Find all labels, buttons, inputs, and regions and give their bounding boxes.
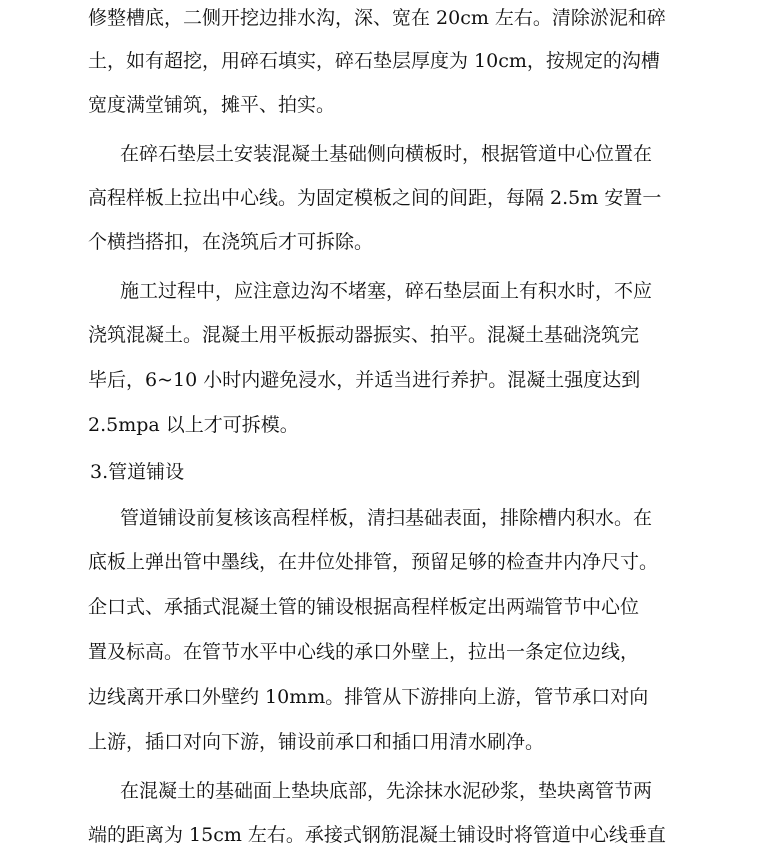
paragraph-first-line: 施工过程中，应注意边沟不堵塞，碎石垫层面上有积水时，不应: [120, 280, 653, 302]
paragraph-first-line: 在混凝土的基础面上垫块底部，先涂抹水泥砂浆，垫块离管节两: [120, 780, 653, 802]
text-line: 毕后，6~10 小时内避免浸水，并适当进行养护。混凝土强度达到: [88, 369, 641, 391]
text-line: 置及标高。在管节水平中心线的承口外壁上，拉出一条定位边线，: [88, 641, 640, 663]
text-line: 边线离开承口外壁约 10mm。排管从下游排向上游，管节承口对向: [88, 686, 649, 708]
text-line: 宽度满堂铺筑，摊平、拍实。: [88, 94, 336, 116]
text-line: 企口式、承插式混凝土管的铺设根据高程样板定出两端管节中心位: [88, 596, 640, 618]
text-line: 修整槽底，二侧开挖边排水沟，深、宽在 20cm 左右。清除淤泥和碎: [88, 7, 666, 29]
paragraph-first-line: 在碎石垫层土安装混凝土基础侧向横板时，根据管道中心位置在: [120, 143, 653, 165]
text-line: 底板上弹出管中墨线，在井位处排管，预留足够的检查井内净尺寸。: [88, 551, 659, 573]
text-line: 土，如有超挖，用碎石填实，碎石垫层厚度为 10cm，按规定的沟槽: [88, 50, 660, 72]
text-line: 端的距离为 15cm 左右。承接式钢筋混凝土铺设时将管道中心线垂直: [88, 824, 666, 846]
text-line: 高程样板上拉出中心线。为固定模板之间的间距，每隔 2.5m 安置一: [88, 187, 662, 209]
section-heading: 3.管道铺设: [90, 461, 185, 483]
text-line: 个横挡搭扣，在浇筑后才可拆除。: [88, 231, 374, 253]
paragraph-first-line: 管道铺设前复核该高程样板，清扫基础表面，排除槽内积水。在: [120, 507, 653, 529]
text-line: 2.5mpa 以上才可拆模。: [88, 414, 299, 436]
text-line: 浇筑混凝土。混凝土用平板振动器振实、拍平。混凝土基础浇筑完: [88, 324, 640, 346]
text-line: 上游，插口对向下游，铺设前承口和插口用清水刷净。: [88, 731, 545, 753]
